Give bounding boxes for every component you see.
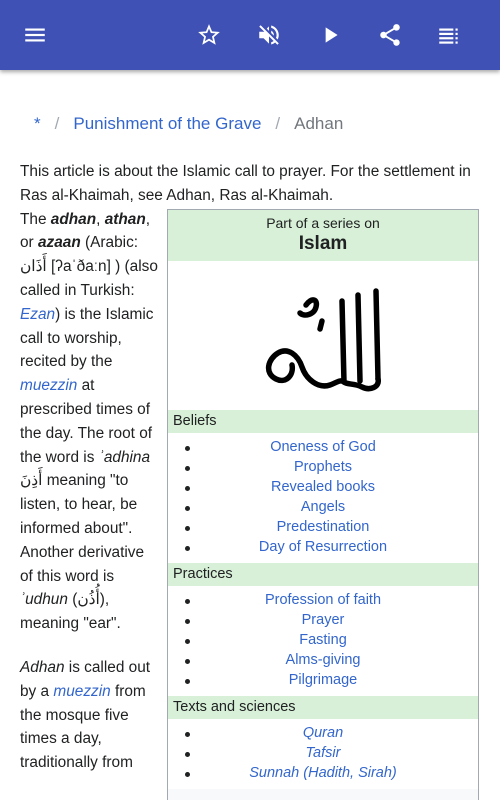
playlist-icon <box>436 22 462 48</box>
paragraph-second: Adhan is called out by a muezzin from the mosque five times a day, traditionally from <box>20 658 151 772</box>
list-item[interactable]: Revealed books <box>168 477 478 497</box>
play-icon <box>317 22 343 48</box>
list-item[interactable]: Sunnah (Hadith, Sirah) <box>168 763 478 783</box>
star-icon <box>196 22 222 48</box>
infobox-list-beliefs <box>168 433 478 563</box>
share-button[interactable] <box>372 17 408 53</box>
list-item[interactable]: Quran <box>168 723 478 743</box>
breadcrumb-parent-link[interactable]: Punishment of the Grave <box>73 114 262 133</box>
infobox-list-texts <box>168 719 478 789</box>
list-item[interactable]: Predestination <box>168 517 478 537</box>
share-icon <box>377 22 403 48</box>
list-item[interactable]: Tafsir <box>168 743 478 763</box>
infobox-islam-series <box>167 209 479 800</box>
volume-off-icon <box>256 22 282 48</box>
list-item[interactable]: Prayer <box>168 610 478 630</box>
breadcrumb-separator: / <box>275 114 281 133</box>
menu-icon <box>22 22 48 48</box>
ezan-link[interactable]: Ezan <box>20 305 56 323</box>
infobox-section-title: Practices <box>168 563 478 586</box>
infobox-subtitle: Part of a series on <box>266 215 380 231</box>
paragraph-intro: The adhan, athan, or azaan (Arabic: أَذَان [ʔaˈðaːn] ) (also called in Turkish: Ezan) is the Islamic call to worship, recited by the muezzin at prescribed times of the day. The root of the word is ʾadhina أَذِنَ meaning "to listen, to hear, be informed about". Another derivative of this word is ʾudhun (أُذُن), meaning "ear". <box>20 210 158 633</box>
list-item[interactable]: Oneness of God <box>168 437 478 457</box>
infobox-section-title: Beliefs <box>168 410 478 433</box>
breadcrumb-root-link[interactable]: * <box>34 114 41 133</box>
mute-button[interactable] <box>251 17 287 53</box>
breadcrumb-current: Adhan <box>294 114 344 133</box>
list-item[interactable]: Angels <box>168 497 478 517</box>
list-item[interactable]: Day of Resurrection <box>168 537 478 557</box>
list-item[interactable]: Prophets <box>168 457 478 477</box>
muezzin-link-2[interactable]: muezzin <box>53 682 111 700</box>
infobox-image[interactable] <box>168 261 478 410</box>
app-toolbar <box>0 0 500 70</box>
infobox-header <box>168 210 478 261</box>
breadcrumb <box>34 114 343 134</box>
infobox-title[interactable]: Islam <box>298 233 348 254</box>
playlist-button[interactable] <box>431 17 467 53</box>
muezzin-link[interactable]: muezzin <box>20 377 78 395</box>
list-item[interactable]: Profession of faith <box>168 590 478 610</box>
article-column <box>20 208 160 775</box>
breadcrumb-separator: / <box>54 114 60 133</box>
infobox-list-practices <box>168 586 478 696</box>
favorite-button[interactable] <box>191 17 227 53</box>
list-item[interactable]: Pilgrimage <box>168 670 478 690</box>
allah-calligraphy-icon <box>258 283 388 397</box>
infobox-section-title: Texts and sciences <box>168 696 478 719</box>
play-button[interactable] <box>312 17 348 53</box>
list-item[interactable]: Alms-giving <box>168 650 478 670</box>
list-item[interactable]: Fasting <box>168 630 478 650</box>
hatnote: This article is about the Islamic call to prayer. For the settlement in Ras al-Khaimah, see Adhan, Ras al-Khaimah. <box>20 163 471 204</box>
menu-button[interactable] <box>17 17 53 53</box>
